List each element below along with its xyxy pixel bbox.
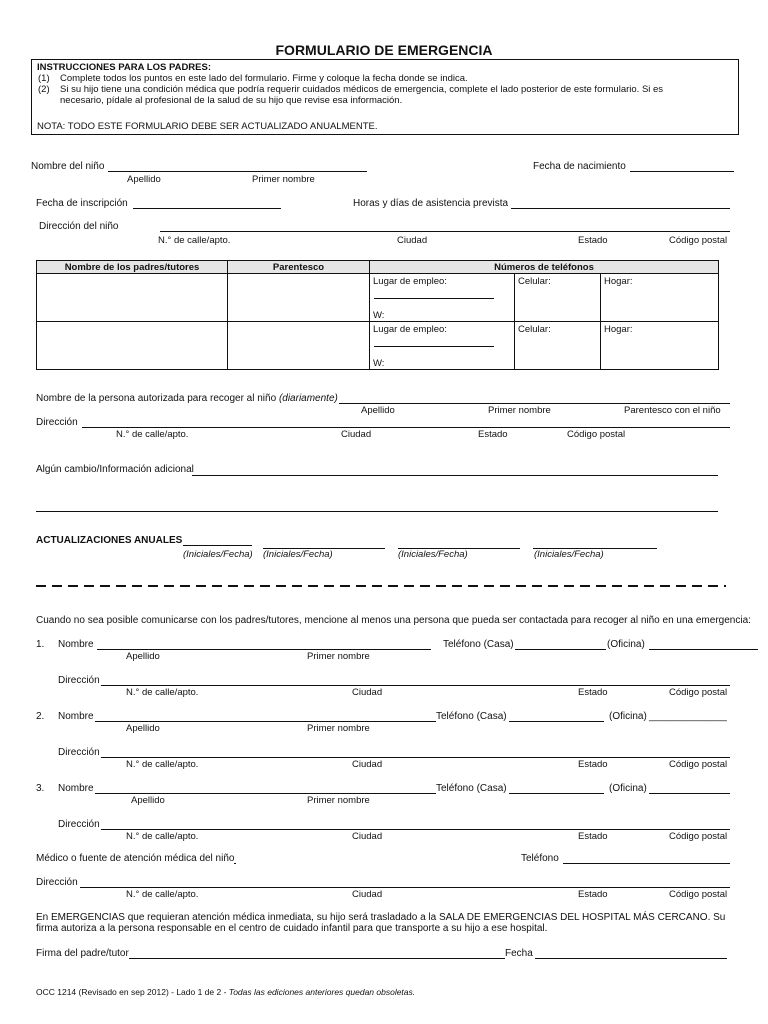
work-phone-label: W: bbox=[373, 310, 385, 321]
contact-3-address-label: Dirección bbox=[58, 819, 100, 830]
signature-date-field[interactable] bbox=[535, 958, 727, 959]
initials-date-caption: (Iniciales/Fecha) bbox=[398, 549, 468, 560]
contact-1-surname-caption: Apellido bbox=[126, 651, 160, 662]
employer-label: Lugar de empleo: bbox=[373, 324, 447, 335]
pickup-surname-caption: Apellido bbox=[361, 405, 395, 416]
annual-update-note: NOTA: TODO ESTE FORMULARIO DEBE SER ACTUALIZADO ANUALMENTE. bbox=[37, 121, 378, 132]
table-row bbox=[37, 322, 719, 370]
work-phone-label: W: bbox=[373, 358, 385, 369]
initials-date-caption: (Iniciales/Fecha) bbox=[183, 549, 253, 560]
medical-phone-field[interactable] bbox=[563, 863, 730, 864]
header-parent-name: Nombre de los padres/tutores bbox=[37, 261, 228, 274]
child-street-caption: N.° de calle/apto. bbox=[158, 235, 231, 246]
consent-text-line-1: En EMERGENCIAS que requieran atención médica inmediata, su hijo será trasladado a la SALA DE EMERGENCIAS DEL HOSPITAL MÁS CERCANO. Su bbox=[36, 912, 726, 923]
cell-phone-label: Celular: bbox=[518, 324, 551, 335]
instruction-2-line-2: necesario, pídale al profesional de la salud de su hijo que revise esa información. bbox=[60, 95, 403, 106]
initials-date-caption: (Iniciales/Fecha) bbox=[534, 549, 604, 560]
instruction-2-line-1: Si su hijo tiene una condición médica que podría requerir cuidados médicos de emergencia, complete el lado posterior de este formulario. Si es bbox=[60, 84, 664, 95]
child-first-name-caption: Primer nombre bbox=[252, 174, 315, 185]
table-row bbox=[37, 274, 719, 322]
enrollment-date-label: Fecha de inscripción bbox=[36, 198, 128, 209]
child-address-label: Dirección del niño bbox=[39, 221, 119, 232]
child-address-field[interactable] bbox=[160, 231, 730, 232]
consent-text-line-2: firma autoriza a la persona responsable en el centro de cuidado infantil para que transporte a su hijo a ese hospital. bbox=[36, 923, 548, 934]
employer-label: Lugar de empleo: bbox=[373, 276, 447, 287]
signature-label: Firma del padre/tutor bbox=[36, 948, 129, 959]
child-state-caption: Estado bbox=[578, 235, 608, 246]
form-title: FORMULARIO DE EMERGENCIA bbox=[275, 42, 493, 58]
pickup-state-caption: Estado bbox=[478, 429, 508, 440]
contact-2-home-phone-label: Teléfono (Casa) bbox=[436, 711, 507, 722]
signature-date-label: Fecha bbox=[505, 948, 533, 959]
contact-3-office-label: (Oficina) bbox=[609, 783, 647, 794]
emergency-contacts-intro: Cuando no sea posible comunicarse con los padres/tutores, mencione al menos una persona que pueda ser contactada para recoger al niño en una emergencia: bbox=[36, 615, 751, 626]
pickup-address-field[interactable] bbox=[82, 427, 730, 428]
contact-1-home-phone-label: Teléfono (Casa) bbox=[443, 639, 514, 650]
pickup-zip-caption: Código postal bbox=[567, 429, 626, 440]
contact-3-home-phone-label: Teléfono (Casa) bbox=[436, 783, 507, 794]
medical-provider-field[interactable] bbox=[234, 863, 236, 864]
instruction-1-number: (1) bbox=[38, 73, 50, 84]
contact-1-home-phone-field[interactable] bbox=[515, 649, 606, 650]
parent-name-cell[interactable] bbox=[37, 274, 228, 322]
instruction-1: Complete todos los puntos en este lado del formulario. Firme y coloque la fecha donde se indica. bbox=[60, 73, 468, 84]
contact-2-first-name-caption: Primer nombre bbox=[307, 723, 370, 734]
employer-field[interactable] bbox=[374, 346, 494, 347]
pickup-city-caption: Ciudad bbox=[341, 429, 372, 440]
medical-street-caption: N.° de calle/apto. bbox=[126, 889, 199, 900]
contact-3-office-field[interactable] bbox=[649, 793, 730, 794]
contact-2-address-field[interactable] bbox=[101, 757, 730, 758]
instructions-box bbox=[31, 59, 739, 135]
pickup-person-label: Nombre de la persona autorizada para recoger al niño (diariamente) bbox=[36, 393, 338, 404]
birth-date-field[interactable] bbox=[630, 171, 734, 172]
home-phone-label: Hogar: bbox=[604, 324, 633, 335]
changes-label: Algún cambio/Información adicional bbox=[36, 464, 194, 475]
contact-3-home-phone-field[interactable] bbox=[509, 793, 604, 794]
contact-1-office-field[interactable] bbox=[649, 649, 758, 650]
parent-name-cell[interactable] bbox=[37, 322, 228, 370]
contact-2-city-caption: Ciudad bbox=[352, 759, 383, 770]
child-name-label: Nombre del niño bbox=[31, 161, 105, 172]
contact-3-name-field[interactable] bbox=[95, 793, 436, 794]
contact-2-office-field[interactable]: ______________ bbox=[649, 711, 727, 722]
relationship-cell[interactable] bbox=[228, 322, 370, 370]
contact-2-surname-caption: Apellido bbox=[126, 723, 160, 734]
contact-1-address-label: Dirección bbox=[58, 675, 100, 686]
child-zip-caption: Código postal bbox=[669, 235, 728, 246]
changes-field-extra[interactable] bbox=[36, 511, 718, 512]
child-surname-caption: Apellido bbox=[127, 174, 161, 185]
medical-provider-label: Médico o fuente de atención médica del niño bbox=[36, 853, 235, 864]
phone-cell bbox=[370, 274, 719, 322]
contact-3-address-field[interactable] bbox=[101, 829, 730, 830]
header-phone-numbers: Números de teléfonos bbox=[370, 261, 719, 274]
medical-state-caption: Estado bbox=[578, 889, 608, 900]
contact-2-home-phone-field[interactable] bbox=[509, 721, 604, 722]
pickup-first-name-caption: Primer nombre bbox=[488, 405, 551, 416]
contact-3-first-name-caption: Primer nombre bbox=[307, 795, 370, 806]
birth-date-label: Fecha de nacimiento bbox=[533, 161, 626, 172]
cut-line-divider bbox=[36, 585, 726, 587]
pickup-relationship-caption: Parentesco con el niño bbox=[624, 405, 721, 416]
medical-phone-label: Teléfono bbox=[521, 853, 559, 864]
medical-address-label: Dirección bbox=[36, 877, 78, 888]
contact-1-first-name-caption: Primer nombre bbox=[307, 651, 370, 662]
contact-1-address-field[interactable] bbox=[101, 685, 730, 686]
contact-2-name-field[interactable] bbox=[95, 721, 436, 722]
child-name-field[interactable] bbox=[108, 171, 367, 172]
medical-address-field[interactable] bbox=[80, 887, 730, 888]
contact-2-state-caption: Estado bbox=[578, 759, 608, 770]
contact-3-name-label: Nombre bbox=[58, 783, 94, 794]
instructions-heading: INSTRUCCIONES PARA LOS PADRES: bbox=[37, 62, 212, 73]
contact-1-office-label: (Oficina) bbox=[607, 639, 645, 650]
phone-cell bbox=[370, 322, 719, 370]
instruction-2-number: (2) bbox=[38, 84, 50, 95]
initials-date-caption: (Iniciales/Fecha) bbox=[263, 549, 333, 560]
annual-updates-label: ACTUALIZACIONES ANUALES bbox=[36, 535, 183, 546]
header-relationship: Parentesco bbox=[228, 261, 370, 274]
contact-3-surname-caption: Apellido bbox=[131, 795, 165, 806]
contact-1-number: 1. bbox=[36, 639, 45, 650]
medical-city-caption: Ciudad bbox=[352, 889, 383, 900]
cell-phone-label: Celular: bbox=[518, 276, 551, 287]
contact-2-zip-caption: Código postal bbox=[669, 759, 728, 770]
contact-3-zip-caption: Código postal bbox=[669, 831, 728, 842]
enrollment-date-field[interactable] bbox=[133, 208, 281, 209]
contact-3-city-caption: Ciudad bbox=[352, 831, 383, 842]
home-phone-label: Hogar: bbox=[604, 276, 633, 287]
parents-table bbox=[36, 260, 719, 370]
medical-zip-caption: Código postal bbox=[669, 889, 728, 900]
contact-3-state-caption: Estado bbox=[578, 831, 608, 842]
relationship-cell[interactable] bbox=[228, 274, 370, 322]
contact-3-number: 3. bbox=[36, 783, 45, 794]
contact-1-street-caption: N.° de calle/apto. bbox=[126, 687, 199, 698]
attendance-hours-field[interactable] bbox=[511, 208, 730, 209]
contact-1-zip-caption: Código postal bbox=[669, 687, 728, 698]
contact-2-address-label: Dirección bbox=[58, 747, 100, 758]
changes-field[interactable] bbox=[192, 475, 718, 476]
contact-3-street-caption: N.° de calle/apto. bbox=[126, 831, 199, 842]
contact-2-name-label: Nombre bbox=[58, 711, 94, 722]
employer-field[interactable] bbox=[374, 298, 494, 299]
form-footer: OCC 1214 (Revisado en sep 2012) - Lado 1 de 2 - Todas las ediciones anteriores quedan obsoletas. bbox=[36, 987, 416, 997]
pickup-address-label: Dirección bbox=[36, 417, 78, 428]
signature-field[interactable] bbox=[129, 958, 505, 959]
pickup-street-caption: N.° de calle/apto. bbox=[116, 429, 189, 440]
contact-1-name-field[interactable] bbox=[97, 649, 431, 650]
contact-1-state-caption: Estado bbox=[578, 687, 608, 698]
pickup-person-field[interactable] bbox=[339, 403, 730, 404]
annual-update-field-1[interactable] bbox=[183, 545, 252, 546]
attendance-hours-label: Horas y días de asistencia prevista bbox=[353, 198, 509, 209]
contact-1-name-label: Nombre bbox=[58, 639, 94, 650]
contact-2-street-caption: N.° de calle/apto. bbox=[126, 759, 199, 770]
contact-1-city-caption: Ciudad bbox=[352, 687, 383, 698]
contact-2-number: 2. bbox=[36, 711, 45, 722]
contact-2-office-label: (Oficina) bbox=[609, 711, 647, 722]
child-city-caption: Ciudad bbox=[397, 235, 428, 246]
